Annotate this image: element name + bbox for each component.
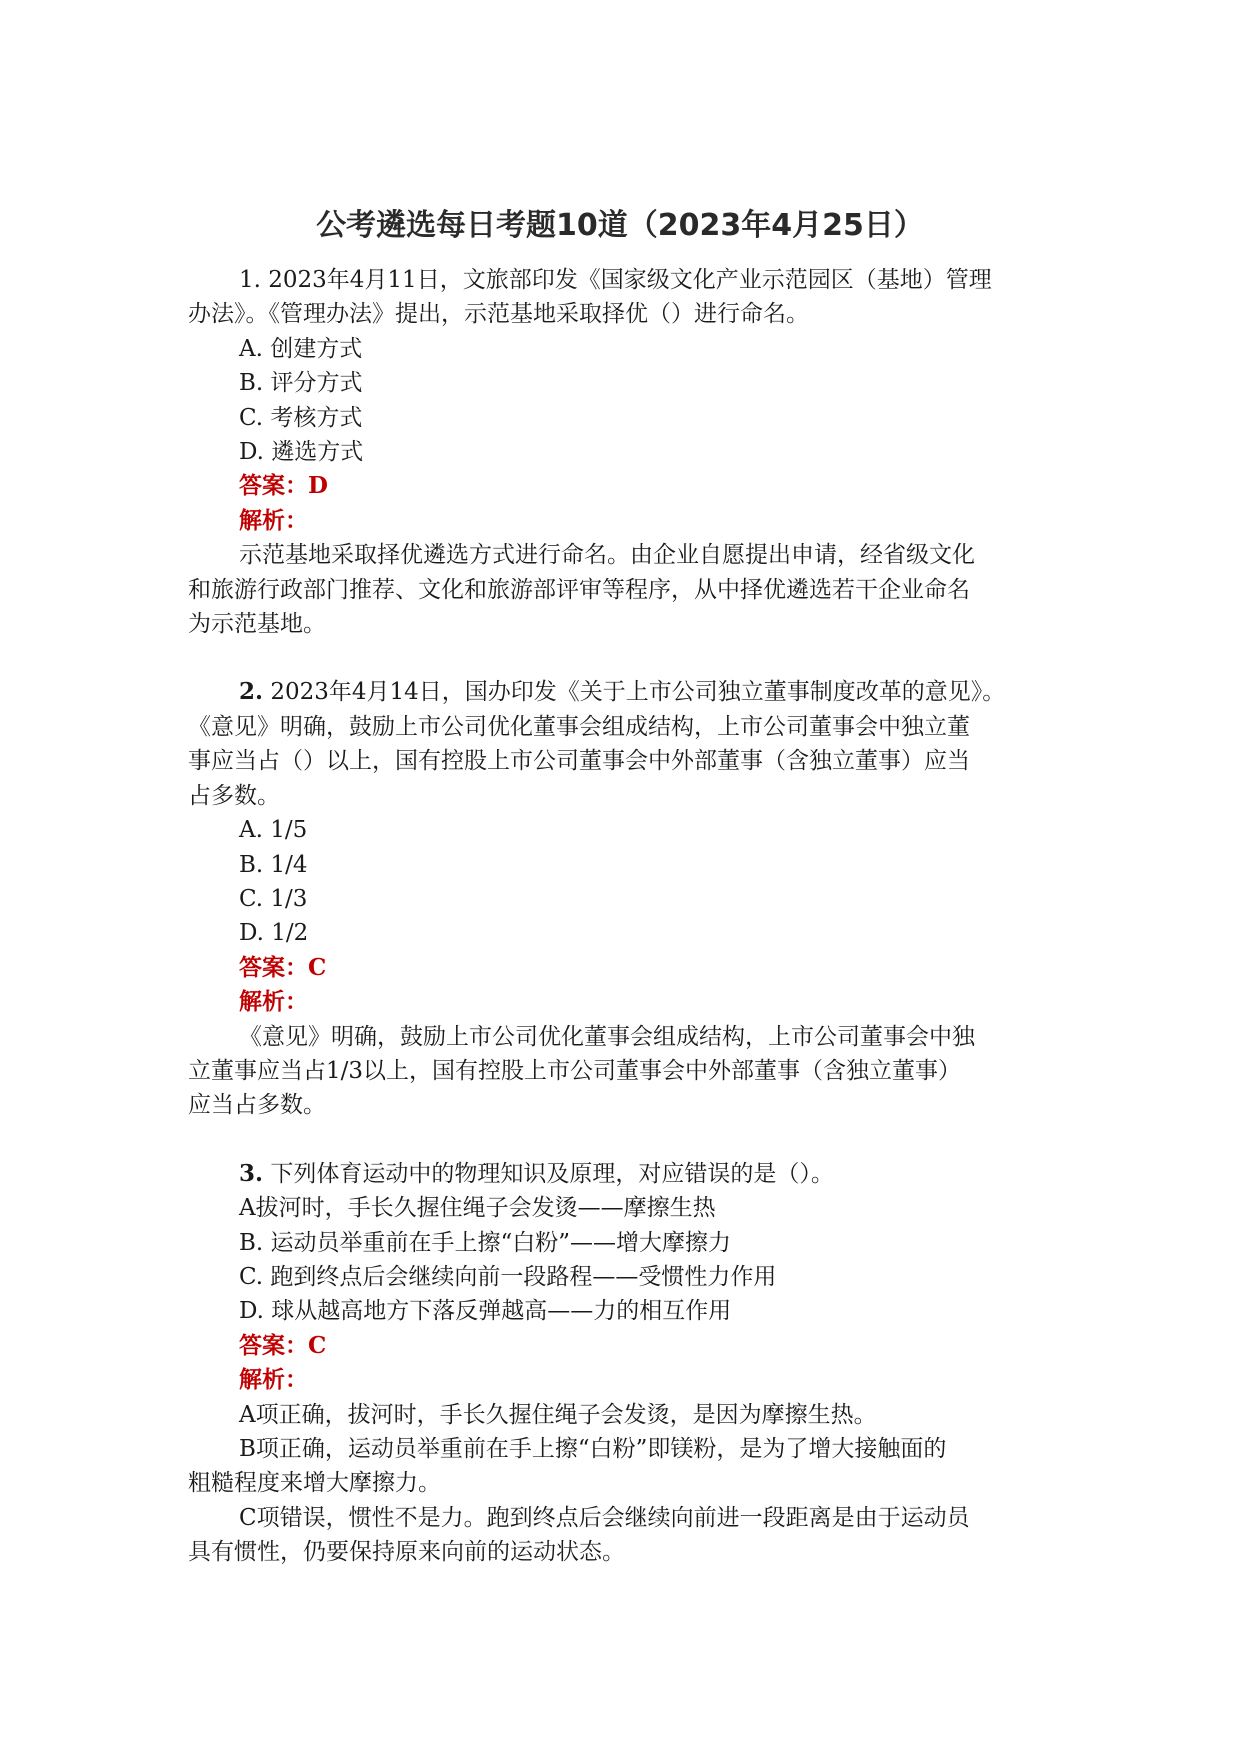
question-stem-line [188,675,1054,709]
question-stem-line [188,1157,1054,1191]
question-stem-text: 2023年4月14日，国办印发《关于上市公司独立董事制度改革的意见》。 [263,679,1006,706]
option-d: D. 球从越高地方下落反弹越高——力的相互作用 [239,1298,732,1325]
question-stem-line: 1. 2023年4月11日，文旅部印发《国家级文化产业示范园区（基地）管理 [239,267,992,293]
analysis-line: 立董事应当占1/3以上，国有控股上市公司董事会中外部董事（含独立董事） [188,1057,962,1084]
answer-label: 答案：D [239,472,328,500]
answer-label: 答案：C [239,1331,327,1359]
analysis-line: 粗糙程度来增大摩擦力。 [188,1470,441,1497]
questions-content [188,263,1054,1604]
analysis-line: 具有惯性，仍要保持原来向前的运动状态。 [188,1539,625,1566]
option-c: C. 跑到终点后会继续向前一段路程——受惯性力作用 [239,1263,777,1290]
option-a: A. 创建方式 [239,335,363,362]
question-number: 3. [239,1159,264,1187]
question-2 [188,675,1054,1122]
option-d: D. 1/2 [239,920,309,947]
analysis-line: A项正确，拔河时，手长久握住绳子会发烫，是因为摩擦生热。 [239,1401,877,1428]
page-title: 公考遴选每日考题10道（2023年4月25日） [316,208,924,243]
analysis-line: 为示范基地。 [188,611,326,638]
question-stem-line: 《意见》明确，鼓励上市公司优化董事会组成结构，上市公司董事会中独立董 [188,713,970,740]
question-1 [188,263,1054,641]
option-a: A拔河时，手长久握住绳子会发烫——摩擦生热 [239,1195,716,1222]
analysis-line: 和旅游行政部门推荐、文化和旅游部评审等程序，从中择优遴选若干企业命名 [188,576,970,603]
question-3 [188,1157,1054,1570]
question-stem-line: 办法》。《管理办法》提出，示范基地采取择优（）进行命名。 [188,301,809,328]
question-number: 2. [239,678,264,706]
answer-label: 答案：C [239,953,327,981]
analysis-line: C项错误，惯性不是力。跑到终点后会继续向前进一段距离是由于运动员 [239,1504,970,1531]
analysis-line: 示范基地采取择优遴选方式进行命名。由企业自愿提出申请，经省级文化 [239,542,975,569]
question-stem-line: 事应当占（）以上，国有控股上市公司董事会中外部董事（含独立董事）应当 [188,748,970,775]
option-b: B. 运动员举重前在手上擦“白粉”——增大摩擦力 [239,1229,732,1256]
analysis-label: 解析： [239,1366,308,1394]
option-c: C. 考核方式 [239,404,363,431]
question-stem-line: 占多数。 [188,782,280,809]
option-b: B. 1/4 [239,851,308,878]
option-b: B. 评分方式 [239,370,363,397]
option-a: A. 1/5 [239,817,308,844]
question-stem-text: 下列体育运动中的物理知识及原理，对应错误的是（）。 [263,1160,834,1187]
option-c: C. 1/3 [239,885,308,912]
analysis-line: 《意见》明确，鼓励上市公司优化董事会组成结构，上市公司董事会中独 [239,1023,975,1050]
analysis-label: 解析： [239,988,308,1016]
option-d: D. 遴选方式 [239,439,364,466]
analysis-line: B项正确，运动员举重前在手上擦“白粉”即镁粉，是为了增大接触面的 [239,1436,947,1462]
analysis-line: 应当占多数。 [188,1092,326,1119]
analysis-label: 解析： [239,506,308,534]
